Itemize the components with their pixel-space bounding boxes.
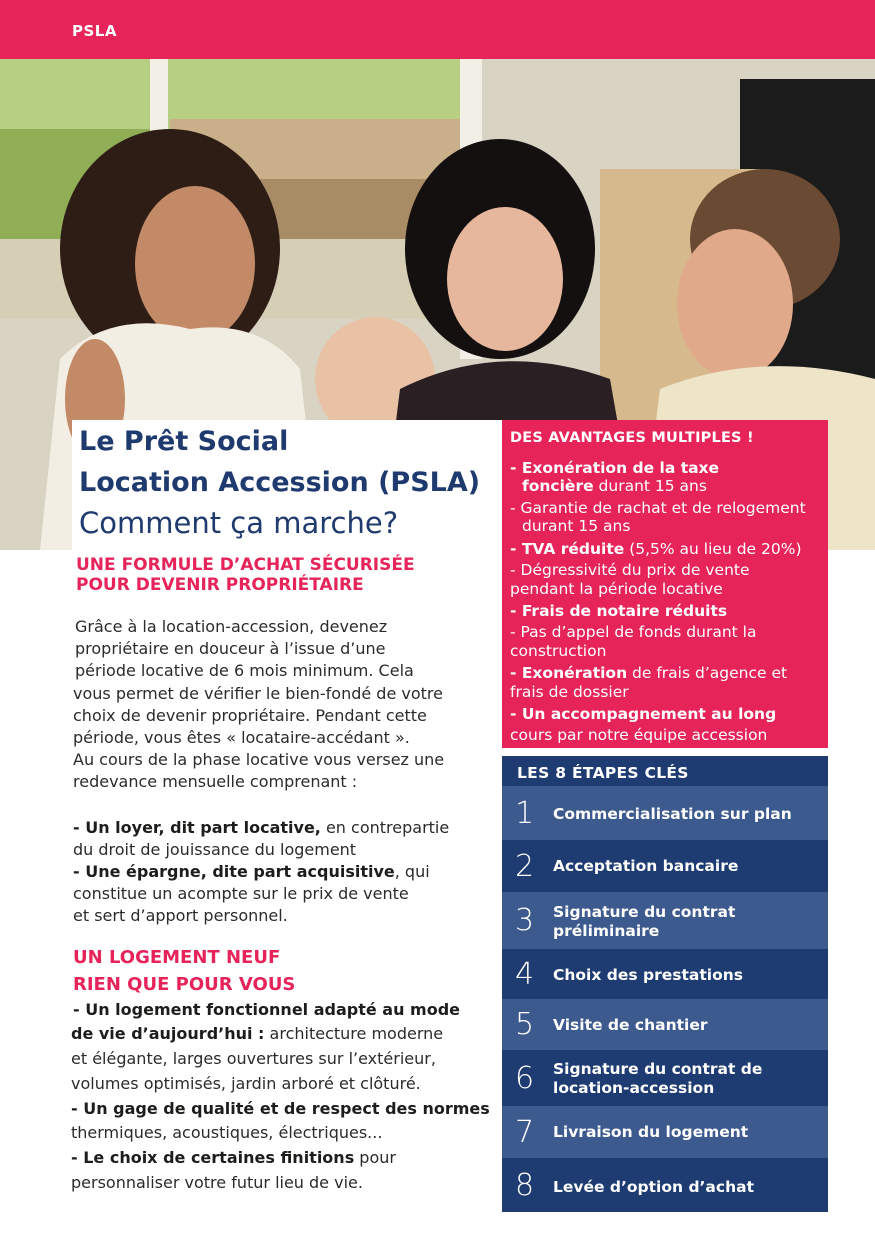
step-number: 2 [515, 849, 535, 884]
advantage-text: durant 15 ans [593, 477, 707, 495]
advantage-bold: - Exonération de la taxe [510, 459, 720, 477]
step-label: Commercialisation sur plan [553, 805, 792, 823]
section1-line: Grâce à la location-accession, devenez [75, 617, 388, 636]
advantage-item [510, 540, 802, 559]
section1-line: redevance mensuelle comprenant : [73, 772, 358, 791]
section2-heading-line2: RIEN QUE POUR VOUS [73, 974, 296, 995]
step-item [502, 999, 828, 1050]
advantages-box [502, 420, 828, 748]
advantage-item [510, 705, 776, 724]
header-tag: PSLA [72, 22, 117, 40]
section1-line: période, vous êtes « locataire-accédant ». [73, 728, 410, 747]
bullet-loyer [73, 817, 449, 839]
advantage-bold: - Un accompagnement au long [510, 705, 777, 723]
step-item [502, 840, 828, 892]
bullet-loyer-rest: en contrepartie [320, 818, 450, 837]
advantage-item [522, 477, 707, 496]
step-label-line2: préliminaire [553, 922, 660, 940]
step-number: 8 [515, 1168, 535, 1203]
section1-line: vous permet de vérifier le bien-fondé de votre [73, 684, 443, 703]
advantage-item: - Pas d’appel de fonds durant la [510, 623, 757, 641]
section2-line [73, 998, 460, 1023]
section1-heading-line2: POUR DEVENIR PROPRIÉTAIRE [76, 575, 364, 595]
bullet-loyer-bold: - Un loyer, dit part locative, [73, 818, 321, 837]
step-item [502, 1158, 828, 1212]
step-label: Signature du contrat de [553, 1060, 763, 1078]
advantage-item [510, 664, 787, 683]
section2-line [71, 1146, 396, 1171]
step-item [502, 786, 828, 840]
advantage-text: (5,5% au lieu de 20%) [624, 540, 802, 558]
section2-line [71, 1022, 443, 1047]
step-item [502, 949, 828, 999]
step-number: 4 [515, 957, 535, 992]
section2-line7-rest: pour [354, 1148, 396, 1167]
advantage-item [510, 602, 727, 621]
advantage-item: frais de dossier [510, 683, 629, 701]
section2-line [71, 1097, 490, 1122]
section1-line: période locative de 6 mois minimum. Cela [75, 661, 414, 680]
advantages-heading: DES AVANTAGES MULTIPLES ! [510, 430, 754, 446]
section2-line1-bold: - Un logement fonctionnel adapté au mode [73, 1000, 461, 1019]
bullet-loyer-line2: du droit de jouissance du logement [73, 840, 357, 859]
advantage-bold: - TVA réduite [510, 540, 625, 558]
steps-heading: LES 8 ÉTAPES CLÉS [517, 764, 689, 782]
section2-heading-line1: UN LOGEMENT NEUF [73, 947, 281, 968]
step-number: 6 [515, 1061, 535, 1096]
advantage-item [510, 459, 719, 478]
advantage-bold: - Frais de notaire réduits [510, 602, 728, 620]
section1-line: Au cours de la phase locative vous versez une [73, 750, 445, 769]
header-bar [0, 0, 875, 59]
bullet-epargne-line3: et sert d’apport personnel. [73, 906, 288, 925]
advantage-item: construction [510, 642, 607, 660]
advantage-item: - Dégressivité du prix de vente [510, 561, 750, 579]
section1-heading-line1: UNE FORMULE D’ACHAT SÉCURISÉE [76, 555, 415, 575]
page-title-line2: Location Accession (PSLA) [79, 467, 481, 498]
advantage-item: cours par notre équipe accession [510, 726, 768, 744]
advantage-item: durant 15 ans [522, 517, 631, 535]
page-title-line1: Le Prêt Social [79, 426, 289, 457]
step-label: Choix des prestations [553, 966, 743, 984]
advantage-item: pendant la période locative [510, 580, 723, 598]
section1-line: propriétaire en douceur à l’issue d’une [75, 639, 386, 658]
section2-line5-bold: - Un gage de qualité et de respect des normes [71, 1099, 490, 1118]
section2-line: thermiques, acoustiques, électriques... [71, 1123, 383, 1142]
step-item [502, 1050, 828, 1106]
steps-box [502, 756, 828, 1212]
advantage-bold: - Exonération [510, 664, 628, 682]
step-label: Levée d’option d’achat [553, 1178, 754, 1196]
advantage-item: - Garantie de rachat et de relogement [510, 499, 806, 517]
step-item [502, 892, 828, 949]
section2-line2-rest: architecture moderne [264, 1024, 444, 1043]
section2-line: et élégante, larges ouvertures sur l’extérieur, [71, 1049, 436, 1068]
section2-line: personnaliser votre futur lieu de vie. [71, 1173, 363, 1192]
bullet-epargne [73, 861, 430, 883]
title-box [72, 420, 502, 550]
step-label: Signature du contrat [553, 903, 736, 921]
step-number: 5 [515, 1007, 535, 1042]
step-label: Visite de chantier [553, 1016, 708, 1034]
section2-line7-bold: - Le choix de certaines finitions [71, 1148, 355, 1167]
page-subtitle: Comment ça marche? [79, 506, 399, 540]
step-number: 1 [515, 796, 535, 831]
section1-line: choix de devenir propriétaire. Pendant cette [73, 706, 427, 725]
step-label: Livraison du logement [553, 1123, 749, 1141]
step-number: 3 [515, 903, 535, 938]
step-item [502, 1106, 828, 1158]
bullet-epargne-rest: , qui [394, 862, 430, 881]
bullet-epargne-line2: constitue un acompte sur le prix de vente [73, 884, 409, 903]
advantage-bold: foncière [522, 477, 594, 495]
step-label-line2: location-accession [553, 1079, 715, 1097]
advantage-text: de frais d’agence et [627, 664, 788, 682]
section2-line: volumes optimisés, jardin arboré et clôturé. [71, 1074, 421, 1093]
step-label: Acceptation bancaire [553, 857, 739, 875]
step-number: 7 [515, 1115, 535, 1150]
bullet-epargne-bold: - Une épargne, dite part acquisitive [73, 862, 395, 881]
section2-line2-bold: de vie d’aujourd’hui : [71, 1024, 265, 1043]
